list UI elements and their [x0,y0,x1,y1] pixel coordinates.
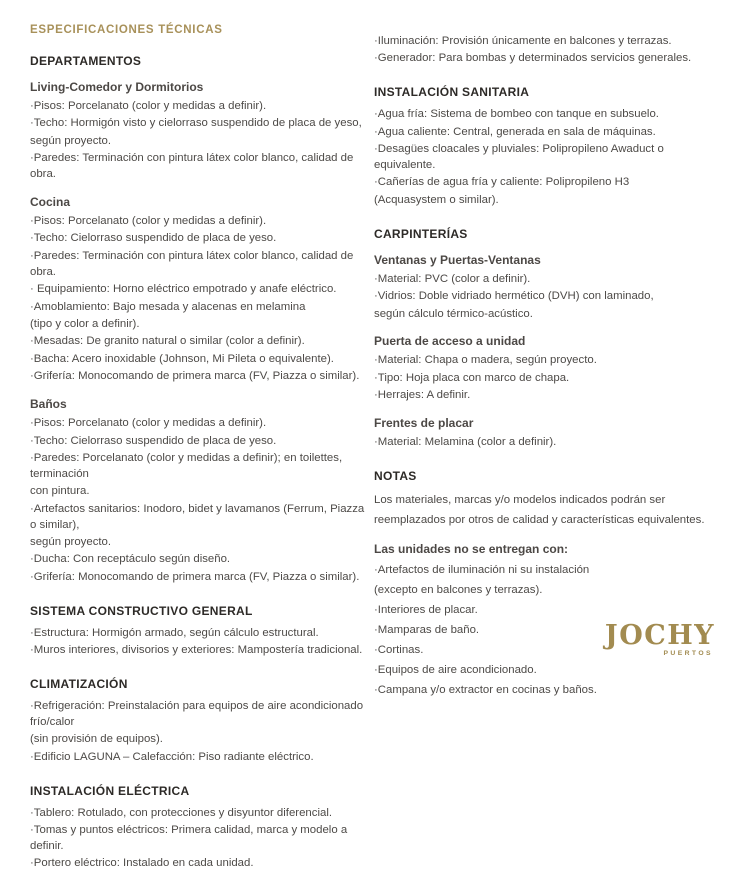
spec-line: (tipo y color a definir). [30,317,140,330]
spec-line: ·Pisos: Porcelanato (color y medidas a definir). [30,417,267,430]
spec-line: ·Material: Chapa o madera, según proyecto. [374,354,597,367]
spec-line: ·Cañerías de agua fría y caliente: Polipropileno H3 [374,176,630,189]
spec-line: (Acquasystem o similar). [374,193,499,206]
section-instalacion-sanitaria [374,85,720,208]
section-heading-departamentos: DEPARTAMENTOS [30,54,142,68]
spec-line: con pintura. [30,485,90,498]
spec-line: ·Artefactos de iluminación ni su instalación [374,563,590,576]
subheading: Ventanas y Puertas-Ventanas [374,252,541,267]
section-sistema-constructivo-general [30,604,366,659]
spec-line: ·Paredes: Porcelanato (color y medidas a definir); en toilettes, terminación [30,451,343,480]
spec-line: ·Tablero: Rotulado, con protecciones y disyuntor diferencial. [30,806,333,819]
subheading: Living-Comedor y Dormitorios [30,80,204,94]
section-heading-notas: NOTAS [374,469,417,484]
spec-line: ·Edificio LAGUNA – Calefacción: Piso radiante eléctrico. [30,750,314,763]
spec-line: según cálculo térmico-acústico. [374,307,533,320]
spec-line: (excepto en balcones y terrazas). [374,583,543,596]
section-carpinterias [374,227,720,451]
spec-line: ·Tipo: Hoja placa con marco de chapa. [374,371,570,384]
section-instalacion-electrica [30,784,366,873]
section-notas [374,469,720,700]
spec-line: ·Grifería: Monocomando de primera marca (FV, Piazza o similar). [30,370,360,383]
spec-line: ·Techo: Hormigón visto y cielorraso suspendido de placa de yeso, [30,117,362,130]
subheading: Baños [30,397,67,412]
section-heading-instalacion-electrica: INSTALACIÓN ELÉCTRICA [30,783,190,798]
spec-line: ·Campana y/o extractor en cocinas y baños. [374,684,597,697]
spec-line: ·Mamparas de baño. [374,624,480,637]
spec-line: (sin provisión de equipos). [30,733,163,746]
right-column [374,34,720,701]
spec-line: ·Pisos: Porcelanato (color y medidas a definir). [30,100,267,112]
spec-line: ·Ducha: Con receptáculo según diseño. [30,553,231,566]
spec-line: Los materiales, marcas y/o modelos indicados podrán ser [374,494,666,507]
spec-line: ·Desagües cloacales y pluviales: Polipropileno Awaduct o equivalente. [374,143,664,172]
spec-line: ·Paredes: Terminación con pintura látex color blanco, calidad de obra. [30,152,354,181]
spec-line: ·Vidrios: Doble vidriado hermético (DVH) con laminado, [374,290,654,303]
spec-line: según proyecto. [30,134,112,147]
spec-line: ·Techo: Cielorraso suspendido de placa de yeso. [30,434,277,447]
subheading: Cocina [30,195,71,210]
spec-line: ·Refrigeración: Preinstalación para equipos de aire acondicionado frío/calor [30,699,364,728]
spec-line: ·Amoblamiento: Bajo mesada y alacenas en melamina [30,300,306,313]
spec-line: ·Herrajes: A definir. [374,389,471,402]
section-departamentos [30,54,366,586]
section-heading-sistema-constructivo-general: SISTEMA CONSTRUCTIVO GENERAL [30,603,253,618]
spec-line: ·Paredes: Terminación con pintura látex color blanco, calidad de obra. [30,249,354,278]
spec-line: ·Muros interiores, divisorios y exteriores: Mampostería tradicional. [30,644,363,657]
spec-line: ·Bacha: Acero inoxidable (Johnson, Mi Pileta o equivalente). [30,352,334,365]
spec-line: ·Material: Melamina (color a definir). [374,436,557,449]
subheading: Las unidades no se entregan con: [374,541,569,556]
spec-line: ·Agua caliente: Central, generada en sala de máquinas. [374,125,656,138]
spec-line: ·Techo: Cielorraso suspendido de placa de yeso. [30,232,277,245]
section-heading-instalacion-sanitaria: INSTALACIÓN SANITARIA [374,85,530,100]
spec-line: según proyecto. [30,535,112,548]
spec-line: ·Portero eléctrico: Instalado en cada unidad. [30,857,254,870]
spec-line: ·Artefactos sanitarios: Inodoro, bidet y lavamanos (Ferrum, Piazza o similar), [30,502,365,531]
section-instalacion-electrica-continuacion [374,34,720,67]
spec-line: ·Material: PVC (color a definir). [374,272,531,285]
spec-line: ·Pisos: Porcelanato (color y medidas a definir). [30,215,267,228]
spec-line: ·Generador: Para bombas y determinados servicios generales. [374,52,692,65]
logo-wordmark: JOCHY [604,620,715,651]
subheading: Puerta de acceso a unidad [374,334,526,349]
spec-line: ·Iluminación: Provisión únicamente en balcones y terrazas. [374,35,672,47]
spec-line: ·Tomas y puntos eléctricos: Primera calidad, marca y modelo a definir. [30,824,348,852]
subheading: Frentes de placar [374,416,474,431]
section-heading-carpinterias: CARPINTERÍAS [374,226,468,241]
spec-line: ·Interiores de placar. [374,603,478,616]
jochy-logo [605,622,715,657]
section-heading-climatizacion: CLIMATIZACIÓN [30,676,128,691]
spec-line: ·Equipos de aire acondicionado. [374,664,537,677]
section-climatizacion [30,677,366,766]
spec-line: ·Estructura: Hormigón armado, según cálculo estructural. [30,626,319,639]
spec-line: ·Grifería: Monocomando de primera marca (FV, Piazza o similar). [30,570,360,583]
spec-line: ·Mesadas: De granito natural o similar (color a definir). [30,335,305,348]
spec-line: reemplazados por otros de calidad y características equivalentes. [374,514,705,527]
spec-line: ·Agua fría: Sistema de bombeo con tanque en subsuelo. [374,108,659,121]
spec-line: ·Cortinas. [374,644,424,657]
spec-line: · Equipamiento: Horno eléctrico empotrado y anafe eléctrico. [30,283,337,296]
logo-subtext: PUERTOS [663,650,713,657]
left-column [30,24,366,874]
page-title: ESPECIFICACIONES TÉCNICAS [30,24,223,36]
